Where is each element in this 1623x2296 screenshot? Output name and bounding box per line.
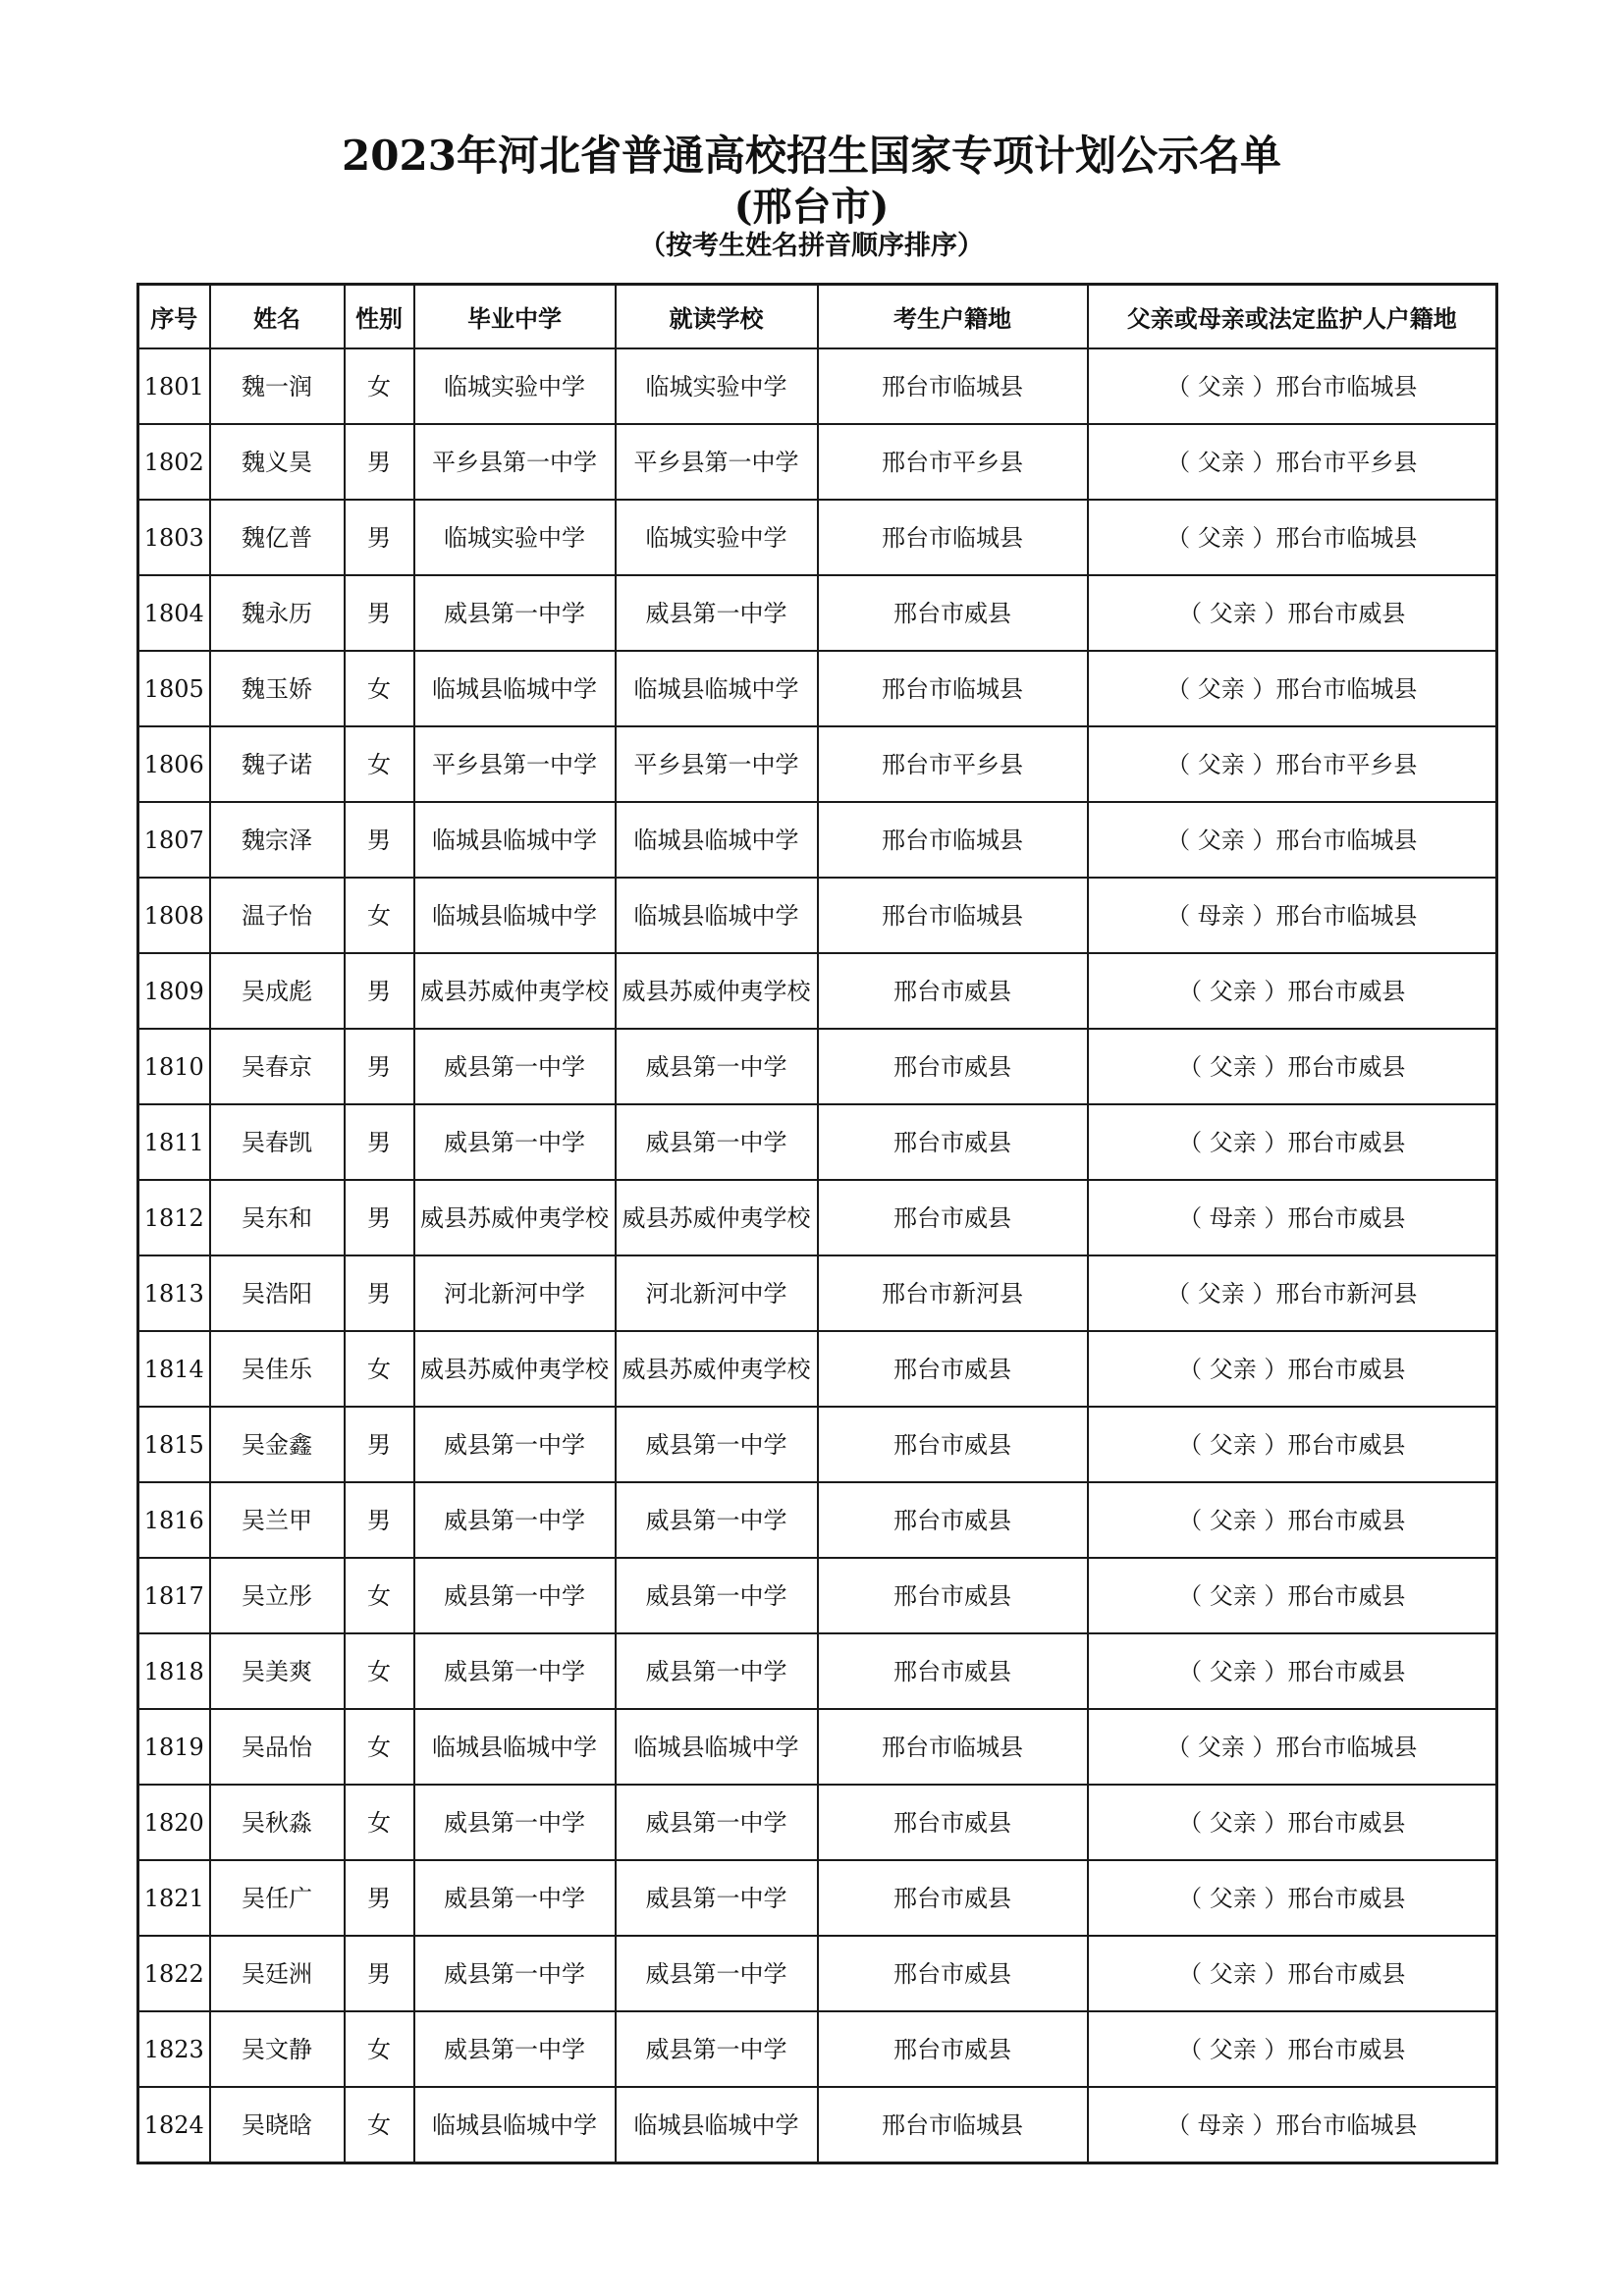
- cell-hukou: 邢台市威县: [818, 1558, 1088, 1633]
- cell-grad-school: 平乡县第一中学: [414, 424, 616, 500]
- table-row: [138, 1936, 1497, 2011]
- cell-gender: 女: [345, 878, 414, 953]
- cell-guardian-hukou: （ 父亲 ）邢台市临城县: [1088, 651, 1497, 726]
- cell-guardian-hukou: （ 父亲 ）邢台市威县: [1088, 1785, 1497, 1860]
- cell-seq: 1821: [138, 1860, 210, 1936]
- cell-seq: 1802: [138, 424, 210, 500]
- cell-gender: 女: [345, 651, 414, 726]
- cell-hukou: 邢台市威县: [818, 1633, 1088, 1709]
- cell-name: 吴文静: [210, 2011, 345, 2087]
- cell-seq: 1816: [138, 1482, 210, 1558]
- cell-hukou: 邢台市临城县: [818, 802, 1088, 878]
- cell-current-school: 平乡县第一中学: [616, 726, 818, 802]
- cell-grad-school: 临城县临城中学: [414, 2087, 616, 2163]
- cell-gender: 男: [345, 424, 414, 500]
- cell-guardian-hukou: （ 父亲 ）邢台市威县: [1088, 1029, 1497, 1104]
- cell-current-school: 威县第一中学: [616, 1936, 818, 2011]
- table-row: [138, 500, 1497, 575]
- cell-gender: 女: [345, 1558, 414, 1633]
- cell-grad-school: 临城县临城中学: [414, 1709, 616, 1785]
- cell-seq: 1815: [138, 1407, 210, 1482]
- table-row: [138, 878, 1497, 953]
- cell-seq: 1812: [138, 1180, 210, 1255]
- cell-guardian-hukou: （ 父亲 ）邢台市新河县: [1088, 1255, 1497, 1331]
- cell-current-school: 威县苏威仲夷学校: [616, 1180, 818, 1255]
- cell-name: 吴秋淼: [210, 1785, 345, 1860]
- cell-grad-school: 河北新河中学: [414, 1255, 616, 1331]
- cell-seq: 1808: [138, 878, 210, 953]
- cell-seq: 1820: [138, 1785, 210, 1860]
- cell-name: 吴立彤: [210, 1558, 345, 1633]
- table-row: [138, 726, 1497, 802]
- table-row: [138, 1709, 1497, 1785]
- cell-seq: 1823: [138, 2011, 210, 2087]
- header-gender: 性别: [345, 285, 414, 349]
- cell-grad-school: 临城县临城中学: [414, 802, 616, 878]
- cell-seq: 1824: [138, 2087, 210, 2163]
- table-row: [138, 1255, 1497, 1331]
- cell-grad-school: 威县第一中学: [414, 1860, 616, 1936]
- cell-grad-school: 威县苏威仲夷学校: [414, 1180, 616, 1255]
- table-row: [138, 1558, 1497, 1633]
- cell-seq: 1818: [138, 1633, 210, 1709]
- cell-seq: 1811: [138, 1104, 210, 1180]
- document-sort-note: （按考生姓名拼音顺序排序）: [639, 231, 984, 261]
- cell-gender: 男: [345, 500, 414, 575]
- cell-name: 吴兰甲: [210, 1482, 345, 1558]
- cell-grad-school: 威县第一中学: [414, 1104, 616, 1180]
- cell-hukou: 邢台市威县: [818, 1407, 1088, 1482]
- table-row: [138, 1633, 1497, 1709]
- cell-gender: 男: [345, 1860, 414, 1936]
- cell-current-school: 临城县临城中学: [616, 802, 818, 878]
- cell-gender: 女: [345, 348, 414, 424]
- cell-name: 魏永历: [210, 575, 345, 651]
- cell-seq: 1806: [138, 726, 210, 802]
- cell-hukou: 邢台市威县: [818, 1860, 1088, 1936]
- cell-current-school: 临城县临城中学: [616, 2087, 818, 2163]
- cell-seq: 1819: [138, 1709, 210, 1785]
- cell-current-school: 威县第一中学: [616, 2011, 818, 2087]
- cell-grad-school: 临城县临城中学: [414, 878, 616, 953]
- cell-grad-school: 平乡县第一中学: [414, 726, 616, 802]
- table-row: [138, 424, 1497, 500]
- cell-hukou: 邢台市新河县: [818, 1255, 1088, 1331]
- cell-current-school: 威县苏威仲夷学校: [616, 953, 818, 1029]
- cell-current-school: 威县第一中学: [616, 1558, 818, 1633]
- cell-guardian-hukou: （ 父亲 ）邢台市临城县: [1088, 1709, 1497, 1785]
- cell-guardian-hukou: （ 父亲 ）邢台市威县: [1088, 1482, 1497, 1558]
- cell-gender: 男: [345, 1482, 414, 1558]
- cell-seq: 1803: [138, 500, 210, 575]
- cell-current-school: 临城县临城中学: [616, 878, 818, 953]
- cell-hukou: 邢台市临城县: [818, 651, 1088, 726]
- cell-gender: 男: [345, 953, 414, 1029]
- cell-hukou: 邢台市威县: [818, 1104, 1088, 1180]
- cell-name: 吴浩阳: [210, 1255, 345, 1331]
- cell-seq: 1804: [138, 575, 210, 651]
- cell-grad-school: 威县第一中学: [414, 1785, 616, 1860]
- cell-grad-school: 威县第一中学: [414, 2011, 616, 2087]
- cell-name: 吴佳乐: [210, 1331, 345, 1407]
- cell-guardian-hukou: （ 父亲 ）邢台市威县: [1088, 1860, 1497, 1936]
- cell-name: 魏亿普: [210, 500, 345, 575]
- cell-guardian-hukou: （ 母亲 ）邢台市威县: [1088, 1180, 1497, 1255]
- cell-name: 吴金鑫: [210, 1407, 345, 1482]
- header-grad-school: 毕业中学: [414, 285, 616, 349]
- table-row: [138, 575, 1497, 651]
- cell-name: 吴廷洲: [210, 1936, 345, 2011]
- cell-gender: 女: [345, 1331, 414, 1407]
- table-row: [138, 802, 1497, 878]
- cell-name: 魏一润: [210, 348, 345, 424]
- cell-current-school: 威县第一中学: [616, 1633, 818, 1709]
- cell-name: 魏玉娇: [210, 651, 345, 726]
- table-row: [138, 1482, 1497, 1558]
- cell-gender: 男: [345, 802, 414, 878]
- cell-seq: 1807: [138, 802, 210, 878]
- cell-guardian-hukou: （ 父亲 ）邢台市临城县: [1088, 348, 1497, 424]
- cell-current-school: 临城县临城中学: [616, 1709, 818, 1785]
- cell-name: 吴美爽: [210, 1633, 345, 1709]
- cell-gender: 男: [345, 1104, 414, 1180]
- cell-hukou: 邢台市威县: [818, 1029, 1088, 1104]
- cell-grad-school: 威县第一中学: [414, 1936, 616, 2011]
- table-row: [138, 1785, 1497, 1860]
- cell-grad-school: 威县第一中学: [414, 1407, 616, 1482]
- cell-gender: 女: [345, 1709, 414, 1785]
- cell-name: 吴成彪: [210, 953, 345, 1029]
- header-current-school: 就读学校: [616, 285, 818, 349]
- cell-grad-school: 威县第一中学: [414, 1558, 616, 1633]
- cell-grad-school: 威县第一中学: [414, 1633, 616, 1709]
- cell-hukou: 邢台市临城县: [818, 1709, 1088, 1785]
- header-name: 姓名: [210, 285, 345, 349]
- cell-current-school: 威县第一中学: [616, 1482, 818, 1558]
- cell-guardian-hukou: （ 父亲 ）邢台市平乡县: [1088, 726, 1497, 802]
- cell-current-school: 威县苏威仲夷学校: [616, 1331, 818, 1407]
- cell-gender: 男: [345, 1936, 414, 2011]
- table-row: [138, 1180, 1497, 1255]
- cell-current-school: 临城县临城中学: [616, 651, 818, 726]
- cell-guardian-hukou: （ 父亲 ）邢台市平乡县: [1088, 424, 1497, 500]
- cell-name: 魏子诺: [210, 726, 345, 802]
- cell-current-school: 威县第一中学: [616, 1104, 818, 1180]
- cell-gender: 男: [345, 575, 414, 651]
- cell-name: 魏义昊: [210, 424, 345, 500]
- cell-gender: 女: [345, 1633, 414, 1709]
- document-title: 2023年河北省普通高校招生国家专项计划公示名单: [342, 132, 1281, 180]
- cell-name: 吴晓晗: [210, 2087, 345, 2163]
- cell-guardian-hukou: （ 父亲 ）邢台市威县: [1088, 1407, 1497, 1482]
- cell-hukou: 邢台市威县: [818, 1331, 1088, 1407]
- cell-grad-school: 威县第一中学: [414, 575, 616, 651]
- cell-current-school: 河北新河中学: [616, 1255, 818, 1331]
- cell-current-school: 威县第一中学: [616, 1785, 818, 1860]
- cell-guardian-hukou: （ 父亲 ）邢台市临城县: [1088, 802, 1497, 878]
- header-hukou: 考生户籍地: [818, 285, 1088, 349]
- cell-seq: 1814: [138, 1331, 210, 1407]
- header-seq: 序号: [138, 285, 210, 349]
- cell-guardian-hukou: （ 父亲 ）邢台市威县: [1088, 1936, 1497, 2011]
- cell-gender: 男: [345, 1029, 414, 1104]
- cell-grad-school: 威县第一中学: [414, 1482, 616, 1558]
- cell-guardian-hukou: （ 父亲 ）邢台市威县: [1088, 1558, 1497, 1633]
- cell-guardian-hukou: （ 父亲 ）邢台市威县: [1088, 1331, 1497, 1407]
- cell-name: 吴春京: [210, 1029, 345, 1104]
- cell-current-school: 平乡县第一中学: [616, 424, 818, 500]
- cell-name: 吴春凯: [210, 1104, 345, 1180]
- table-row: [138, 953, 1497, 1029]
- table-row: [138, 651, 1497, 726]
- cell-guardian-hukou: （ 父亲 ）邢台市威县: [1088, 2011, 1497, 2087]
- cell-current-school: 威县第一中学: [616, 575, 818, 651]
- cell-guardian-hukou: （ 父亲 ）邢台市威县: [1088, 1104, 1497, 1180]
- cell-grad-school: 临城县临城中学: [414, 651, 616, 726]
- cell-name: 温子怡: [210, 878, 345, 953]
- cell-hukou: 邢台市威县: [818, 2011, 1088, 2087]
- cell-seq: 1810: [138, 1029, 210, 1104]
- table-row: [138, 2087, 1497, 2163]
- cell-seq: 1801: [138, 348, 210, 424]
- cell-seq: 1813: [138, 1255, 210, 1331]
- cell-seq: 1817: [138, 1558, 210, 1633]
- table-row: [138, 1029, 1497, 1104]
- cell-gender: 女: [345, 2011, 414, 2087]
- cell-guardian-hukou: （ 父亲 ）邢台市威县: [1088, 1633, 1497, 1709]
- table-row: [138, 348, 1497, 424]
- cell-hukou: 邢台市临城县: [818, 348, 1088, 424]
- cell-name: 吴品怡: [210, 1709, 345, 1785]
- table-row: [138, 1331, 1497, 1407]
- document-subtitle: (邢台市): [733, 184, 890, 230]
- table-row: [138, 1104, 1497, 1180]
- cell-current-school: 威县第一中学: [616, 1407, 818, 1482]
- cell-hukou: 邢台市威县: [818, 1180, 1088, 1255]
- cell-gender: 男: [345, 1407, 414, 1482]
- cell-grad-school: 威县苏威仲夷学校: [414, 953, 616, 1029]
- cell-gender: 男: [345, 1255, 414, 1331]
- cell-gender: 女: [345, 2087, 414, 2163]
- cell-name: 魏宗泽: [210, 802, 345, 878]
- cell-seq: 1822: [138, 1936, 210, 2011]
- cell-seq: 1805: [138, 651, 210, 726]
- cell-grad-school: 威县苏威仲夷学校: [414, 1331, 616, 1407]
- cell-hukou: 邢台市临城县: [818, 500, 1088, 575]
- cell-current-school: 威县第一中学: [616, 1860, 818, 1936]
- cell-guardian-hukou: （ 母亲 ）邢台市临城县: [1088, 2087, 1497, 2163]
- header-guardian-hukou: 父亲或母亲或法定监护人户籍地: [1088, 285, 1497, 349]
- cell-hukou: 邢台市平乡县: [818, 726, 1088, 802]
- cell-hukou: 邢台市威县: [818, 1936, 1088, 2011]
- cell-guardian-hukou: （ 父亲 ）邢台市威县: [1088, 953, 1497, 1029]
- cell-seq: 1809: [138, 953, 210, 1029]
- table-row: [138, 1407, 1497, 1482]
- cell-current-school: 临城实验中学: [616, 500, 818, 575]
- cell-guardian-hukou: （ 父亲 ）邢台市威县: [1088, 575, 1497, 651]
- table-row: [138, 1860, 1497, 1936]
- roster-table: [136, 283, 1498, 2164]
- cell-guardian-hukou: （ 母亲 ）邢台市临城县: [1088, 878, 1497, 953]
- table-body: [138, 348, 1497, 2163]
- table-header-row: [138, 285, 1497, 349]
- cell-name: 吴东和: [210, 1180, 345, 1255]
- cell-hukou: 邢台市临城县: [818, 878, 1088, 953]
- cell-gender: 女: [345, 726, 414, 802]
- cell-name: 吴任广: [210, 1860, 345, 1936]
- cell-grad-school: 威县第一中学: [414, 1029, 616, 1104]
- table-row: [138, 2011, 1497, 2087]
- cell-gender: 女: [345, 1785, 414, 1860]
- cell-grad-school: 临城实验中学: [414, 500, 616, 575]
- cell-hukou: 邢台市威县: [818, 1482, 1088, 1558]
- cell-current-school: 威县第一中学: [616, 1029, 818, 1104]
- cell-hukou: 邢台市平乡县: [818, 424, 1088, 500]
- cell-hukou: 邢台市威县: [818, 575, 1088, 651]
- cell-current-school: 临城实验中学: [616, 348, 818, 424]
- cell-hukou: 邢台市临城县: [818, 2087, 1088, 2163]
- cell-grad-school: 临城实验中学: [414, 348, 616, 424]
- cell-guardian-hukou: （ 父亲 ）邢台市临城县: [1088, 500, 1497, 575]
- cell-hukou: 邢台市威县: [818, 1785, 1088, 1860]
- cell-hukou: 邢台市威县: [818, 953, 1088, 1029]
- cell-gender: 男: [345, 1180, 414, 1255]
